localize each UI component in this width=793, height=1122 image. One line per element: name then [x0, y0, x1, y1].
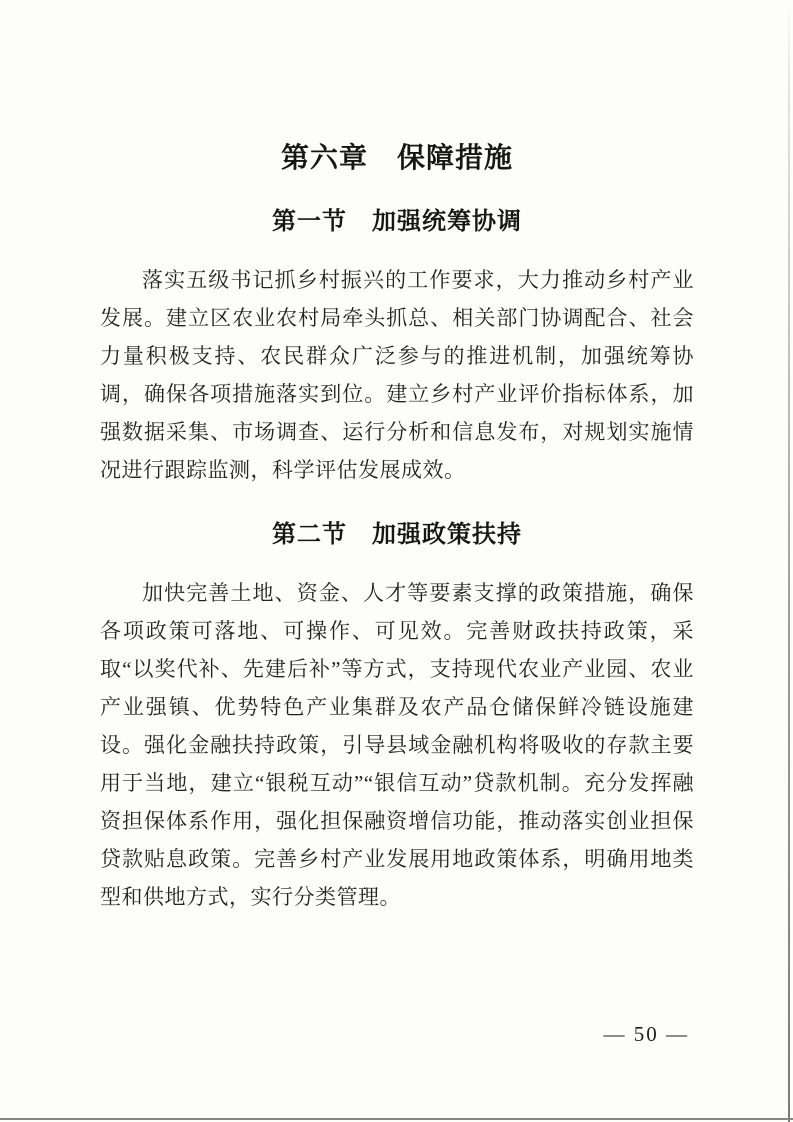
section-2-paragraph: 加快完善土地、资金、人才等要素支撑的政策措施，确保各项政策可落地、可操作、可见效。完善财政扶持政策，采取“以奖代补、先建后补”等方式，支持现代农业产业园、农业产业强镇、优势特色产业集群及农产品仓储保鲜冷链设施建设。强化金融扶持政策，引导县域金融机构将吸收的存款主要用于当地，建立“银税互动”“银信互动”贷款机制。充分发挥融资担保体系作用，强化担保融资增信功能，推动落实创业担保贷款贴息政策。完善乡村产业发展用地政策体系，明确用地类型和供地方式，实行分类管理。	[100, 581, 694, 909]
scan-edge-bottom-line	[0, 1118, 793, 1120]
section-2-heading: 第二节 加强政策扶持	[272, 521, 522, 548]
text-column	[100, 0, 694, 916]
chapter-title: 第六章 保障措施	[280, 142, 513, 173]
section-1-heading: 第一节 加强统筹协调	[272, 208, 522, 235]
section-1-paragraph: 落实五级书记抓乡村振兴的工作要求，大力推动乡村产业发展。建立区农业农村局牵头抓总、相关部门协调配合、社会力量积极支持、农民群众广泛参与的推进机制，加强统筹协调，确保各项措施落实到位。建立乡村产业评价指标体系，加强数据采集、市场调查、运行分析和信息发布，对规划实施情况进行跟踪监测，科学评估发展成效。	[100, 268, 694, 482]
page-number: — 50 —	[603, 1022, 689, 1046]
scan-edge-right-line	[788, 0, 790, 1122]
